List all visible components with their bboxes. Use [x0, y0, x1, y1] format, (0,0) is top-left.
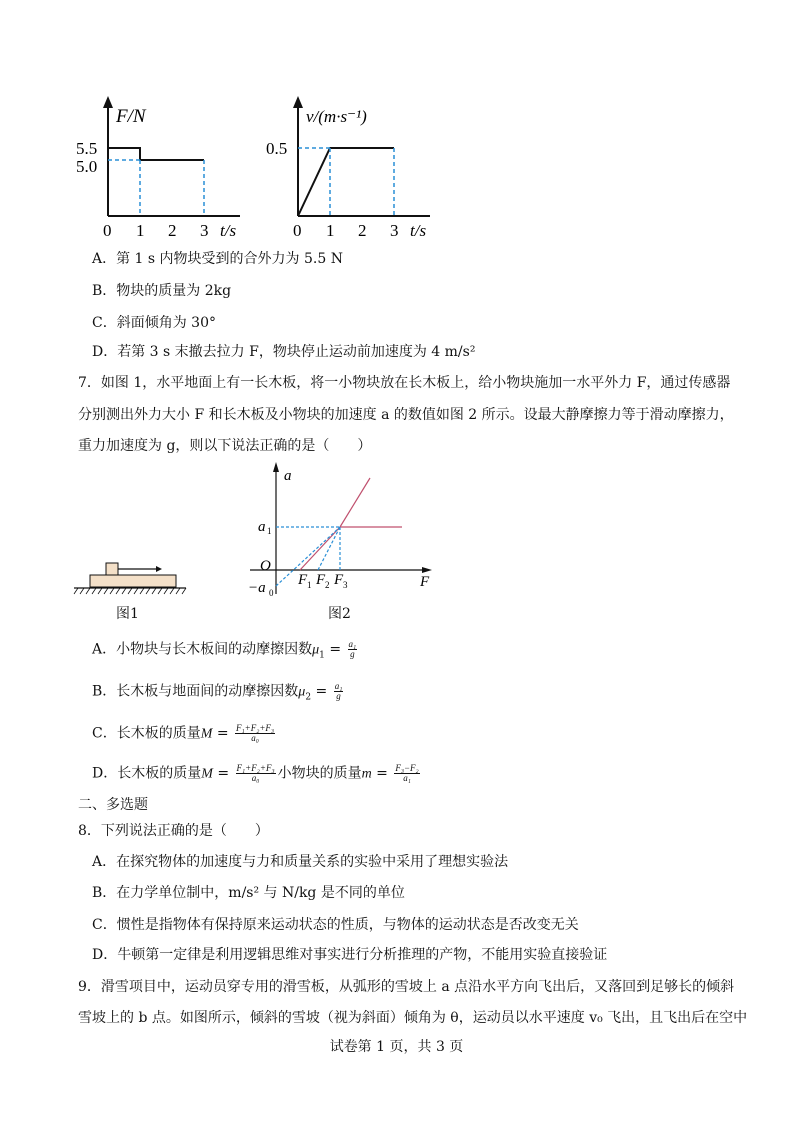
q8-option-c: C．惯性是指物体有保持原来运动状态的性质，与物体的运动状态是否改变无关 [92, 917, 579, 933]
q7-option-b [92, 682, 345, 706]
q7-option-d-text-2: 小物块的质量 [277, 765, 362, 782]
q7-option-b-text: B．长木板与地面间的动摩擦因数 [92, 683, 299, 700]
numerator: F₁+F₂+F₃ [236, 763, 275, 773]
equals-sign: = [315, 683, 328, 700]
equals-sign: = [217, 765, 230, 782]
q7-option-c-text: C．长木板的质量 [92, 725, 201, 742]
fig2-f3-sub: 3 [343, 580, 348, 590]
numerator: F₁+F₂+F₃ [236, 723, 275, 733]
mu-subscript: 2 [305, 692, 312, 703]
fig2-neg-a0-sub: 0 [269, 588, 274, 598]
ft-ytick-5.0: 5.0 [76, 157, 98, 176]
fig2-a1-sub: 1 [267, 526, 272, 536]
fraction-2 [394, 764, 419, 783]
board-curve [300, 527, 340, 570]
velocity-line [298, 148, 394, 216]
q7-stem-line-3: 重力加速度为 g，则以下说法正确的是（ ） [78, 438, 372, 454]
numerator: a₁ [348, 639, 357, 649]
denominator: g [350, 649, 355, 659]
q8-option-b: B．在力学单位制中，m/s² 与 N/kg 是不同的单位 [92, 885, 405, 901]
q6-option-c: C．斜面倾角为 30° [92, 315, 216, 331]
fraction [236, 764, 276, 783]
q7-stem-line-1: 7．如图 1，水平地面上有一长木板，将一小物块放在长木板上，给小物块施加一水平外力 F，通过传感器 [78, 375, 731, 391]
mass-variable: M [201, 766, 213, 782]
ft-ytick-5.5: 5.5 [76, 139, 98, 158]
figure-2-acceleration-force-graph [240, 460, 450, 602]
q7-option-d-text: D．长木板的质量 [92, 765, 202, 782]
q7-option-c [92, 724, 277, 744]
vt-xtick-1: 1 [326, 221, 335, 240]
equals-sign: = [376, 765, 388, 782]
q6-option-a: A．第 1 s 内物块受到的合外力为 5.5 N [92, 251, 343, 267]
equals-sign: = [329, 641, 342, 658]
ft-xtick-0: 0 [103, 221, 112, 240]
q6-option-d: D．若第 3 s 末撤去拉力 F，物块停止运动前加速度为 4 m/s² [92, 344, 476, 360]
denominator: a₀ [251, 773, 260, 783]
mu-symbol: μ [298, 684, 306, 700]
q6-option-b: B．物块的质量为 2kg [92, 283, 232, 299]
denominator: a₁ [403, 773, 411, 783]
fig2-x-axis-label: F [420, 574, 430, 590]
mu-symbol: μ [312, 642, 320, 658]
figure-1-board [70, 555, 190, 603]
q7-stem-line-2: 分别测出外力大小 F 和长木板及小物块的加速度 a 的数值如图 2 所示。设最大静摩擦力等于滑动摩擦力， [78, 407, 734, 423]
vt-xtick-2: 2 [358, 221, 367, 240]
fraction [334, 682, 344, 701]
q9-stem-line-2: 雪坡上的 b 点。如图所示，倾斜的雪坡（视为斜面）倾角为 θ，运动员以水平速度 v₀ 飞出，且飞出后在空中 [78, 1010, 748, 1026]
mass-variable-2: m [361, 766, 372, 782]
q9-stem-line-1: 9．滑雪项目中，运动员穿专用的滑雪板，从弧形的雪坡上 a 点沿水平方向飞出后，又落回到足够长的倾斜 [78, 979, 735, 995]
vt-xlabel: t/s [410, 221, 427, 240]
q7-option-a [92, 640, 359, 664]
fig2-f3-label: F [334, 572, 344, 588]
fig2-f2-sub: 2 [325, 580, 330, 590]
figure-1-caption: 图1 [116, 606, 139, 622]
equals-sign: = [216, 725, 229, 742]
denominator: g [336, 691, 341, 701]
numerator: a₁ [334, 681, 343, 691]
fig2-f1-label: F [298, 572, 308, 588]
q8-stem: 8．下列说法正确的是（ ） [78, 823, 269, 839]
q8-option-a: A．在探究物体的加速度与力和质量关系的实验中采用了理想实验法 [92, 854, 509, 870]
force-time-graph [60, 92, 260, 242]
ft-xlabel: t/s [220, 221, 237, 240]
ft-xtick-3: 3 [200, 221, 209, 240]
q8-option-d: D．牛顿第一定律是利用逻辑思维对事实进行分析推理的产物，不能用实验直接验证 [92, 947, 608, 963]
q7-option-d [92, 764, 422, 784]
fig2-origin-label: O [260, 558, 271, 574]
vt-ytick-0.5: 0.5 [266, 139, 288, 158]
fig2-neg-a0-label: −a [248, 580, 266, 596]
denominator: a₀ [251, 733, 259, 743]
section-heading-multi-choice: 二、多选题 [78, 797, 148, 813]
fig2-a1-label: a [258, 519, 266, 535]
block-curve [340, 478, 370, 527]
mass-variable: M [200, 726, 213, 742]
vt-xtick-0: 0 [293, 221, 302, 240]
fraction [235, 724, 275, 743]
ft-xtick-1: 1 [136, 221, 145, 240]
mu-subscript: 1 [319, 650, 325, 661]
ft-ylabel: F/N [116, 106, 146, 127]
vt-ylabel: v/(m·s⁻¹) [306, 107, 367, 126]
fig2-f2-label: F [316, 572, 326, 588]
fraction [348, 640, 358, 659]
q7-option-a-text: A．小物块与长木板间的动摩擦因数 [92, 641, 313, 658]
velocity-time-graph [250, 92, 450, 242]
numerator: F₃−F₂ [395, 763, 419, 773]
force-line [108, 148, 204, 160]
vt-xtick-3: 3 [390, 221, 399, 240]
fig2-f1-sub: 1 [307, 580, 312, 590]
figure-2-caption: 图2 [328, 606, 351, 622]
fig2-y-axis-label: a [284, 468, 292, 484]
page-footer: 试卷第 1 页，共 3 页 [329, 1039, 464, 1055]
ft-xtick-2: 2 [168, 221, 177, 240]
